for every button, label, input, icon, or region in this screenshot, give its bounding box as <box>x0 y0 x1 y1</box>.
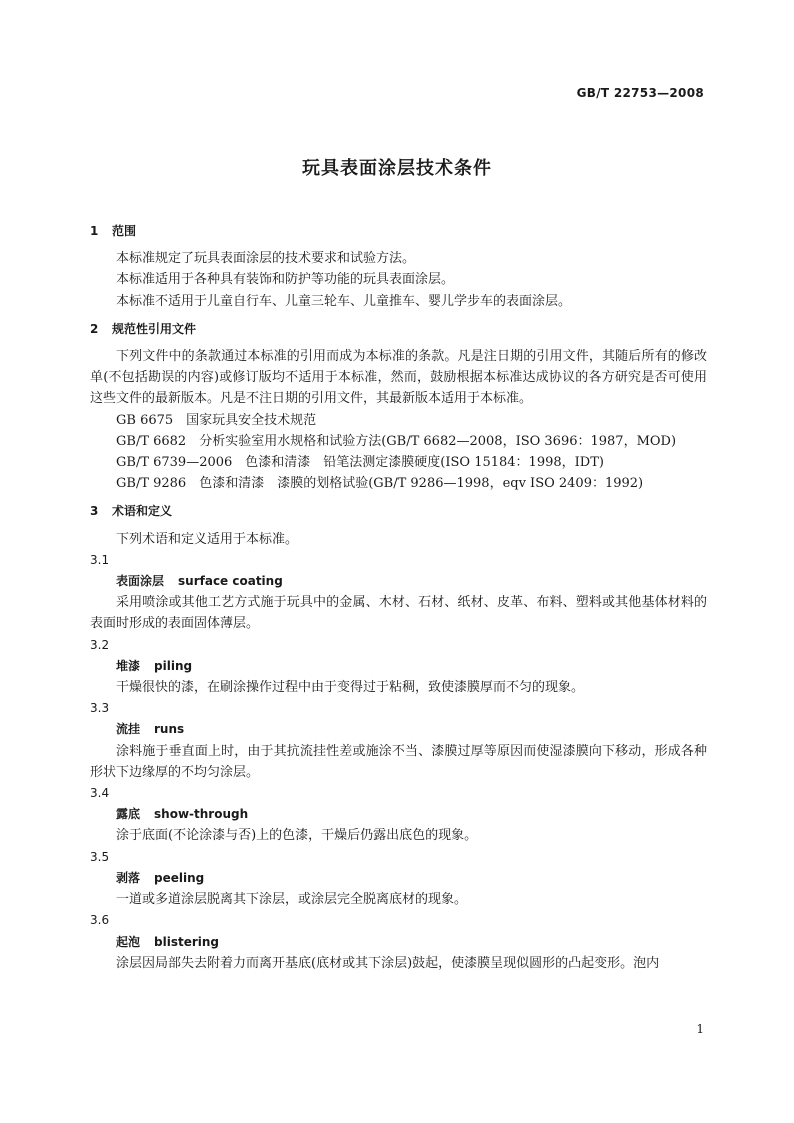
page-number: 1 <box>696 1022 704 1036</box>
paragraph: 本标准规定了玩具表面涂层的技术要求和试验方法。 <box>116 251 416 267</box>
term-definition: 干燥很快的漆，在刷涂操作过程中由于变得过于粘稠，致使漆膜厚而不匀的现象。 <box>116 680 585 696</box>
term-number: 3.3 <box>90 701 110 716</box>
term-title: 表面涂层 surface coating <box>116 574 283 589</box>
reference-item: GB/T 6739—2006 色漆和清漆 铅笔法测定漆膜硬度(ISO 15184：1998，IDT) <box>116 455 604 471</box>
standard-code: GB/T 22753—2008 <box>576 86 704 100</box>
document-body <box>90 221 707 974</box>
term-entry <box>90 635 707 699</box>
term-definition: 采用喷涂或其他工艺方式施于玩具中的金属、木材、石材、纸材、皮革、布料、塑料或其他基体材料的表面时形成的表面固体薄层。 <box>90 595 707 632</box>
reference-item: GB/T 6682 分析实验室用水规格和试验方法(GB/T 6682—2008，ISO 3696：1987，MOD) <box>116 433 677 449</box>
term-title: 露底 show-through <box>116 807 249 822</box>
paragraph: 下列术语和定义适用于本标准。 <box>116 531 299 547</box>
term-number: 3.5 <box>90 849 110 864</box>
term-entry <box>90 783 707 847</box>
term-definition: 涂层因局部失去附着力而离开基底(底材或其下涂层)鼓起，使漆膜呈现似圆形的凸起变形。泡内 <box>116 955 660 971</box>
term-title: 起泡 blistering <box>116 934 220 949</box>
term-entry <box>90 847 707 911</box>
section-heading: 1 范围 <box>90 224 137 238</box>
term-entry <box>90 910 707 974</box>
term-definition: 一道或多道涂层脱离其下涂层，或涂层完全脱离底材的现象。 <box>116 892 468 908</box>
term-number: 3.1 <box>90 552 110 567</box>
section-heading: 2 规范性引用文件 <box>90 321 197 336</box>
term-entry <box>90 550 707 635</box>
reference-item: GB/T 9286 色漆和清漆 漆膜的划格试验(GB/T 9286—1998，eqv ISO 2409：1992) <box>116 476 644 492</box>
term-title: 堆漆 piling <box>116 658 193 673</box>
term-number: 3.2 <box>90 637 110 652</box>
reference-item: GB 6675 国家玩具安全技术规范 <box>116 412 317 428</box>
section-normative-references <box>90 319 707 495</box>
section-scope <box>90 221 707 312</box>
section-heading: 3 术语和定义 <box>90 504 173 519</box>
paragraph: 本标准适用于各种具有装饰和防护等功能的玩具表面涂层。 <box>116 272 455 288</box>
term-title: 剥落 peeling <box>116 870 205 885</box>
term-title: 流挂 runs <box>116 722 185 737</box>
paragraph: 本标准不适用于儿童自行车、儿童三轮车、儿童推车、婴儿学步车的表面涂层。 <box>116 293 572 309</box>
term-number: 3.6 <box>90 913 110 928</box>
paragraph: 下列文件中的条款通过本标准的引用而成为本标准的条款。凡是注日期的引用文件，其随后所有的修改单(不包括勘误的内容)或修订版均不适用于本标准，然而，鼓励根据本标准达成协议的各方研究是否可使用这些文件的最新版本。凡是不注日期的引用文件，其最新版本适用于本标准。 <box>90 349 707 407</box>
document-title: 玩具表面涂层技术条件 <box>302 158 492 179</box>
term-number: 3.4 <box>90 786 110 801</box>
term-definition: 涂料施于垂直面上时，由于其抗流挂性差或施涂不当、漆膜过厚等原因而使湿漆膜向下移动，形成各种形状下边缘厚的不均匀涂层。 <box>90 743 707 780</box>
term-entry <box>90 698 707 783</box>
section-terms-definitions <box>90 501 707 973</box>
term-definition: 涂于底面(不论涂漆与否)上的色漆，干燥后仍露出底色的现象。 <box>116 828 478 844</box>
